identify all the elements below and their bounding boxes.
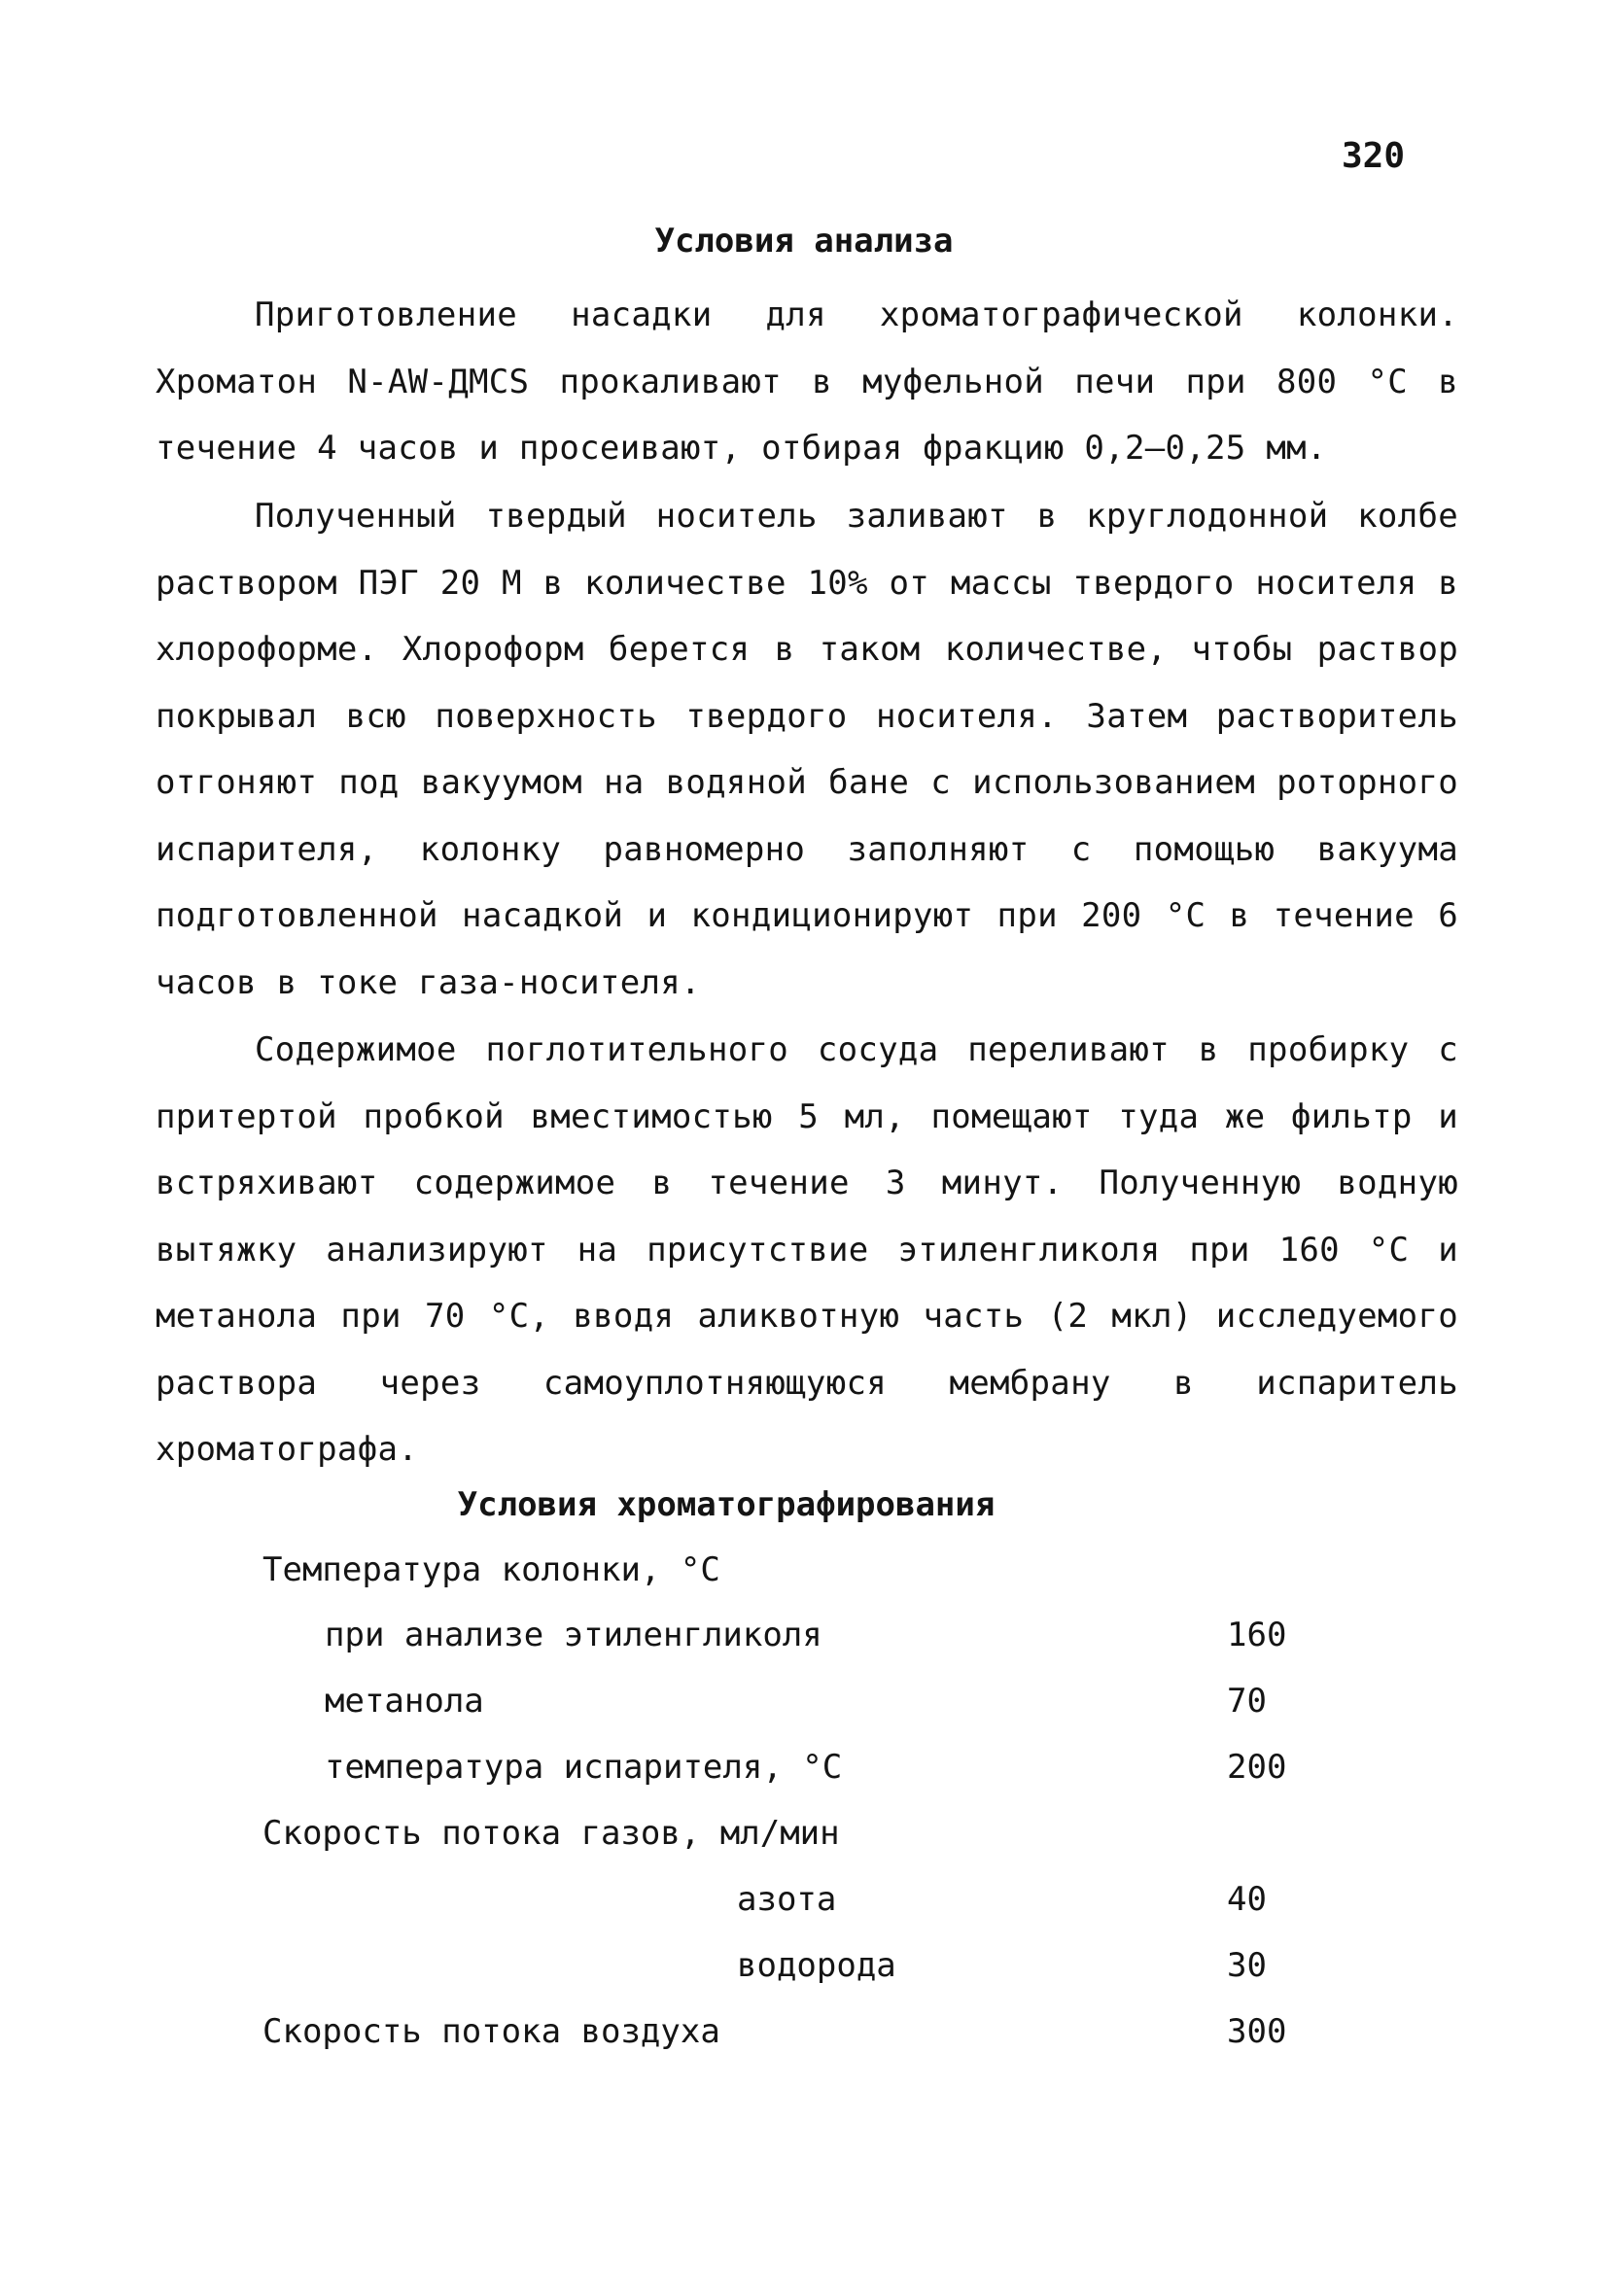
air-flow-value: 300 [1227,2012,1287,2051]
section-heading: Условия анализа [654,222,954,261]
paragraph-preparation: Приготовление насадки для хроматографической колонки. Хроматон N-AW-ДМCS прокаливают в муфельной печи при 800 °C в течение 4 часов и просеивают, отбирая фракцию 0,2–0,25 мм. [156,296,1458,468]
gas-flow-label: Скорость потока газов, мл/мин [262,1814,840,1853]
page-number: 320 [1342,136,1406,176]
nitrogen-value: 40 [1227,1880,1267,1919]
paragraph-sample: Содержимое поглотительного сосуда переливают в пробирку с притертой пробкой вместимостью 5 мл, помещают туда же фильтр и встряхивают содержимое в течение 3 минут. Полученную водную вытяжку анализируют на присутствие этиленгликоля при 160 °C и метанола при 70 °C, вводя аликвотную часть (2 мкл) исследуемого раствора через самоуплотняющуюся мембрану в испаритель хроматографа. [156,1030,1458,1469]
column-temperature-label: Температура колонки, °С [262,1550,720,1589]
methanol-value: 70 [1227,1682,1267,1721]
ethylene-glycol-label: при анализе этиленгликоля [325,1616,822,1654]
conditions-heading: Условия хроматографирования [457,1485,996,1524]
hydrogen-label: водорода [737,1946,896,1985]
methanol-label: метанола [325,1682,484,1721]
ethylene-glycol-value: 160 [1227,1616,1287,1654]
paragraph-carrier: Полученный твердый носитель заливают в круглодонной колбе раствором ПЭГ 20 М в количестве 10% от массы твердого носителя в хлороформе. Хлороформ берется в таком количестве, чтобы раствор покрывал всю поверхность твердого носителя. Затем растворитель отгоняют под вакуумом на водяной бане с использованием роторного испарителя, колонку равномерно заполняют с помощью вакуума подготовленной насадкой и кондиционируют при 200 °C в течение 6 часов в токе газа-носителя. [156,497,1458,1002]
nitrogen-label: азота [737,1880,837,1919]
hydrogen-value: 30 [1227,1946,1267,1985]
evaporator-temperature-label: температура испарителя, °С [325,1748,843,1787]
air-flow-label: Скорость потока воздуха [262,2012,720,2051]
evaporator-temperature-value: 200 [1227,1748,1287,1787]
